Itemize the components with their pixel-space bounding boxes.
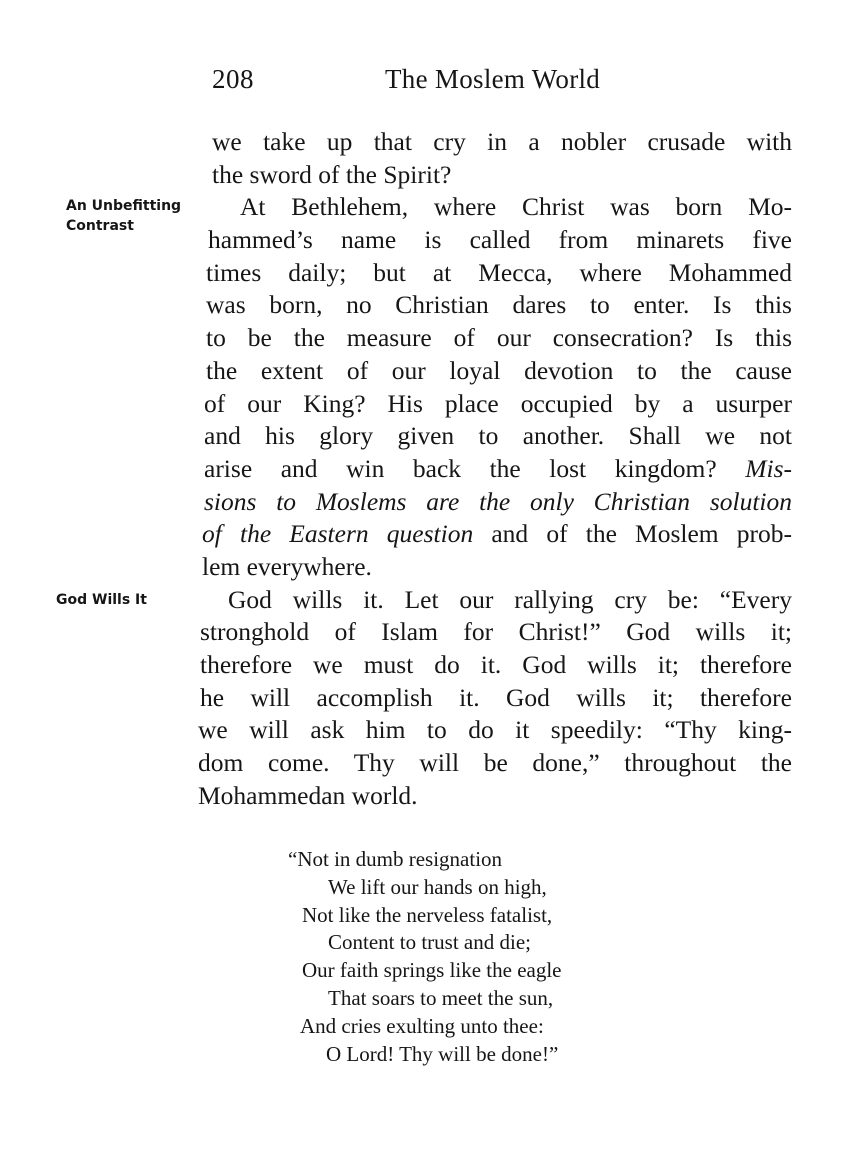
text-line: the sword of the Spirit? <box>212 159 452 189</box>
poem-line: Our faith springs like the eagle <box>302 958 562 983</box>
italic-run: of the Eastern question <box>202 519 474 549</box>
text-line: therefore we must do it. God wills it; therefore <box>200 650 792 679</box>
text-line: God wills it. Let our rallying cry be: “Every <box>228 584 792 614</box>
text-line: was born, no Christian dares to enter. Is this <box>206 290 792 320</box>
text-line <box>196 486 792 519</box>
sidenote-line: Contrast <box>66 218 134 234</box>
poem-line: Content to trust and die; <box>328 930 531 955</box>
italic-run: sions to Moslems are the only Christian solution <box>204 486 792 516</box>
sidenote-line: An Unbefitting <box>66 198 182 214</box>
text-line: At Bethlehem, where Christ was born Mo- <box>240 192 792 222</box>
page-header <box>0 62 850 98</box>
poem-line: And cries exulting unto thee: <box>300 1013 544 1038</box>
text-run: arise and win back the lost kingdom? <box>204 453 717 483</box>
text-line: he will accomplish it. God wills it; therefore <box>200 682 792 712</box>
poem-line: Not like the nerveless fatalist, <box>302 902 553 927</box>
poem-line: That soars to meet the sun, <box>328 985 554 1010</box>
text-line <box>196 518 792 551</box>
text-line: we will ask him to do it speedily: “Thy king- <box>198 715 792 745</box>
text-line: dom come. Thy will be done,” throughout the <box>198 748 792 778</box>
text-line: lem everywhere. <box>202 551 372 581</box>
body-text <box>196 126 792 812</box>
text-line: of our King? His place occupied by a usurper <box>204 388 792 418</box>
sidenote-unbefitting-contrast <box>66 196 181 236</box>
running-title: The Moslem World <box>385 64 601 94</box>
poem-line: “Not in dumb resignation <box>288 847 503 871</box>
text-line: we take up that cry in a nobler crusade with <box>212 127 792 156</box>
text-line: times daily; but at Mecca, where Mohammed <box>206 257 792 287</box>
text-line <box>196 453 792 486</box>
text-line: stronghold of Islam for Christ!” God wills it; <box>200 617 792 647</box>
text-run: and of the Moslem prob- <box>491 519 793 549</box>
poem <box>288 846 562 1068</box>
text-line: hammed’s name is called from minarets five <box>208 225 792 255</box>
poem-line: We lift our hands on high, <box>328 874 547 899</box>
poem-line: O Lord! Thy will be done!” <box>326 1041 559 1066</box>
sidenote-line: God Wills It <box>56 592 147 608</box>
sidenote-god-wills-it <box>56 590 147 610</box>
italic-run: Mis- <box>745 453 792 483</box>
text-line: and his glory given to another. Shall we not <box>204 421 792 451</box>
text-line: Mohammedan world. <box>198 780 418 810</box>
text-line: to be the measure of our consecration? Is this <box>206 323 792 353</box>
text-line: the extent of our loyal devotion to the cause <box>206 355 792 385</box>
page-number: 208 <box>212 64 254 94</box>
